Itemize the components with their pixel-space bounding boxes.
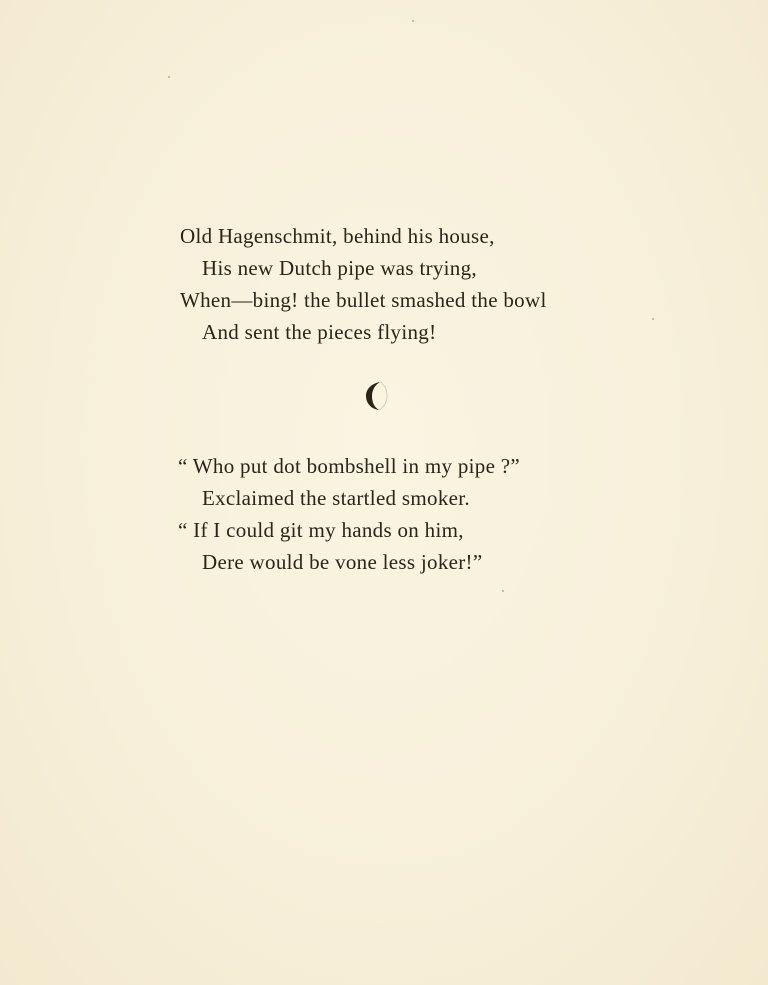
poem-line: “ If I could git my hands on him, bbox=[178, 518, 464, 542]
poem-line: And sent the pieces flying! bbox=[202, 320, 437, 344]
paper-speck bbox=[168, 76, 170, 78]
crescent-ornament-icon bbox=[362, 378, 390, 414]
poem-line: His new Dutch pipe was trying, bbox=[202, 256, 477, 280]
poem-line: Old Hagenschmit, behind his house, bbox=[180, 224, 495, 248]
poem-stanza-1 bbox=[180, 220, 660, 348]
paper-speck bbox=[502, 590, 504, 592]
poem-stanza-2 bbox=[180, 450, 660, 578]
paper-speck bbox=[412, 20, 414, 22]
poem-line: Exclaimed the startled smoker. bbox=[202, 486, 470, 510]
poem-line: Dere would be vone less joker!” bbox=[202, 550, 483, 574]
poem-line: When—bing! the bullet smashed the bowl bbox=[180, 288, 547, 312]
crescent-ornament-svg bbox=[362, 378, 390, 414]
poem-line: “ Who put dot bombshell in my pipe ?” bbox=[178, 454, 520, 478]
